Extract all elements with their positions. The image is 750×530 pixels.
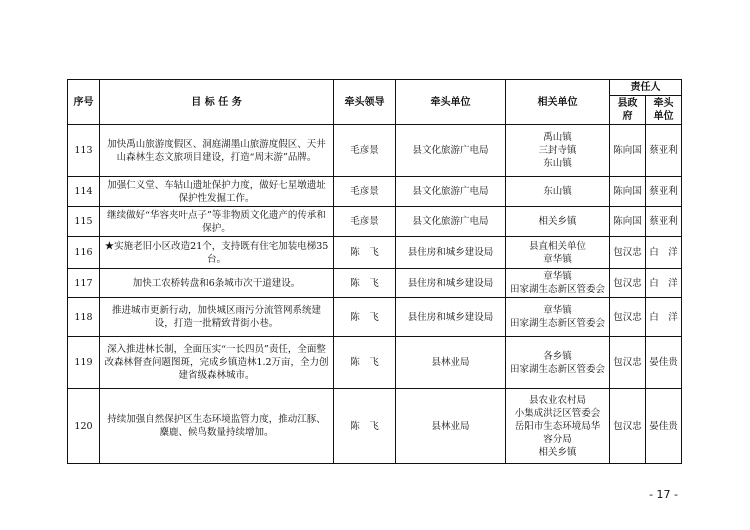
related-units-cell [506,389,610,464]
county-gov-person: 包汉忠 [610,298,646,337]
leader-cell: 毛彦景 [334,125,396,177]
leader-cell: 陈 飞 [334,337,396,389]
task-text: 加强仁义堂、车轱山遗址保护力度，做好七星墩遗址保护性发掘工作。 [100,177,334,207]
related-units-cell [506,237,610,269]
related-unit: 田家湖生态新区管委会 [509,363,605,375]
related-unit: 禹山镇 [543,132,572,143]
lead-unit-person: 晏佳贵 [646,389,682,464]
row-number: 117 [68,269,100,298]
task-text: ★实施老旧小区改造21个，支持既有住宅加装电梯35台。 [100,237,334,269]
row-number: 114 [68,177,100,207]
table-row [68,177,682,207]
lead-unit-person: 蔡亚利 [646,125,682,177]
lead-unit-person: 晏佳贵 [646,337,682,389]
table-row [68,237,682,269]
row-number: 120 [68,389,100,464]
page-number: - 17 - [649,488,678,501]
related-unit: 县农业农村局 [528,394,586,406]
table-row [68,269,682,298]
task-text: 加快禹山旅游度假区、洞庭湖墨山旅游度假区、天井山森林生态文旅项目建设，打造“周末游”品牌。 [100,125,334,177]
related-unit: 三封寺镇 [538,145,577,156]
task-text: 深入推进林长制，全面压实“一长四员”责任，全面整改森林督查问题图斑，完成乡镇造林1.2万亩，全力创建省级森林城市。 [100,337,334,389]
header-leader: 牵头领导 [334,80,396,125]
leader-cell: 陈 飞 [334,298,396,337]
related-unit: 小集成洪泛区管委会 [514,407,601,419]
related-unit: 章华镇 [543,253,572,265]
related-unit: 相关乡镇 [538,446,577,458]
county-gov-person: 包汉忠 [610,237,646,269]
county-gov-person: 陈向国 [610,207,646,237]
row-number: 116 [68,237,100,269]
related-units-cell [506,337,610,389]
lead-unit-cell: 县林业局 [396,389,506,464]
related-unit: 县直相关单位 [528,240,586,252]
lead-unit-person: 白 洋 [646,269,682,298]
header-responsible: 责任人 [610,80,682,96]
row-number: 118 [68,298,100,337]
task-text: 继续做好“华容夹叶点子”等非物质文化遗产的传承和保护。 [100,207,334,237]
leader-cell: 毛彦景 [334,207,396,237]
related-unit: 田家湖生态新区管委会 [509,284,605,295]
lead-unit-cell: 县林业局 [396,337,506,389]
related-unit: 章华镇 [543,305,572,316]
header-no: 序号 [68,80,100,125]
table-row [68,298,682,337]
header-related-units: 相关单位 [506,80,610,125]
task-table-body [68,125,682,464]
header-task: 目 标 任 务 [100,80,334,125]
related-unit: 岳阳市生态环境局华 [514,420,601,432]
related-unit: 田家湖生态新区管委会 [509,318,605,329]
related-unit: 容分局 [543,433,572,445]
related-unit: 章华镇 [543,271,572,282]
task-text: 持续加强自然保护区生态环境监管力度，推动江豚、麋鹿、候鸟数量持续增加。 [100,389,334,464]
lead-unit-cell: 县住房和城乡建设局 [396,298,506,337]
lead-unit-cell: 县住房和城乡建设局 [396,237,506,269]
leader-cell: 陈 飞 [334,389,396,464]
related-unit: 东山镇 [543,158,572,169]
row-number: 115 [68,207,100,237]
lead-unit-person: 蔡亚利 [646,177,682,207]
table-row [68,125,682,177]
lead-unit-person: 蔡亚利 [646,207,682,237]
lead-unit-person: 白 洋 [646,237,682,269]
lead-unit-cell: 县文化旅游广电局 [396,125,506,177]
county-gov-person: 包汉忠 [610,269,646,298]
header-lead-unit: 牵头单位 [396,80,506,125]
lead-unit-person: 白 洋 [646,298,682,337]
task-table [67,79,682,464]
row-number: 113 [68,125,100,177]
related-units-cell [506,207,610,237]
related-unit: 各乡镇 [543,350,572,362]
lead-unit-cell: 县文化旅游广电局 [396,177,506,207]
related-units-cell [506,177,610,207]
county-gov-person: 陈向国 [610,177,646,207]
related-unit: 东山镇 [543,186,572,197]
header-county-gov: 县政府 [610,96,646,125]
lead-unit-cell: 县文化旅游广电局 [396,207,506,237]
header-lead-unit-person: 牵头单位 [646,96,682,125]
related-units-cell [506,298,610,337]
table-row [68,207,682,237]
leader-cell: 毛彦景 [334,177,396,207]
leader-cell: 陈 飞 [334,237,396,269]
related-unit: 相关乡镇 [538,216,577,227]
task-text: 推进城市更新行动，加快城区雨污分流管网系统建设，打造一批精致背街小巷。 [100,298,334,337]
lead-unit-cell: 县住房和城乡建设局 [396,269,506,298]
county-gov-person: 陈向国 [610,125,646,177]
county-gov-person: 包汉忠 [610,337,646,389]
leader-cell: 陈 飞 [334,269,396,298]
row-number: 119 [68,337,100,389]
task-text: 加快工农桥转盘和6条城市次干道建设。 [100,269,334,298]
table-row [68,337,682,389]
related-units-cell [506,269,610,298]
table-row [68,389,682,464]
related-units-cell [506,125,610,177]
county-gov-person: 包汉忠 [610,389,646,464]
